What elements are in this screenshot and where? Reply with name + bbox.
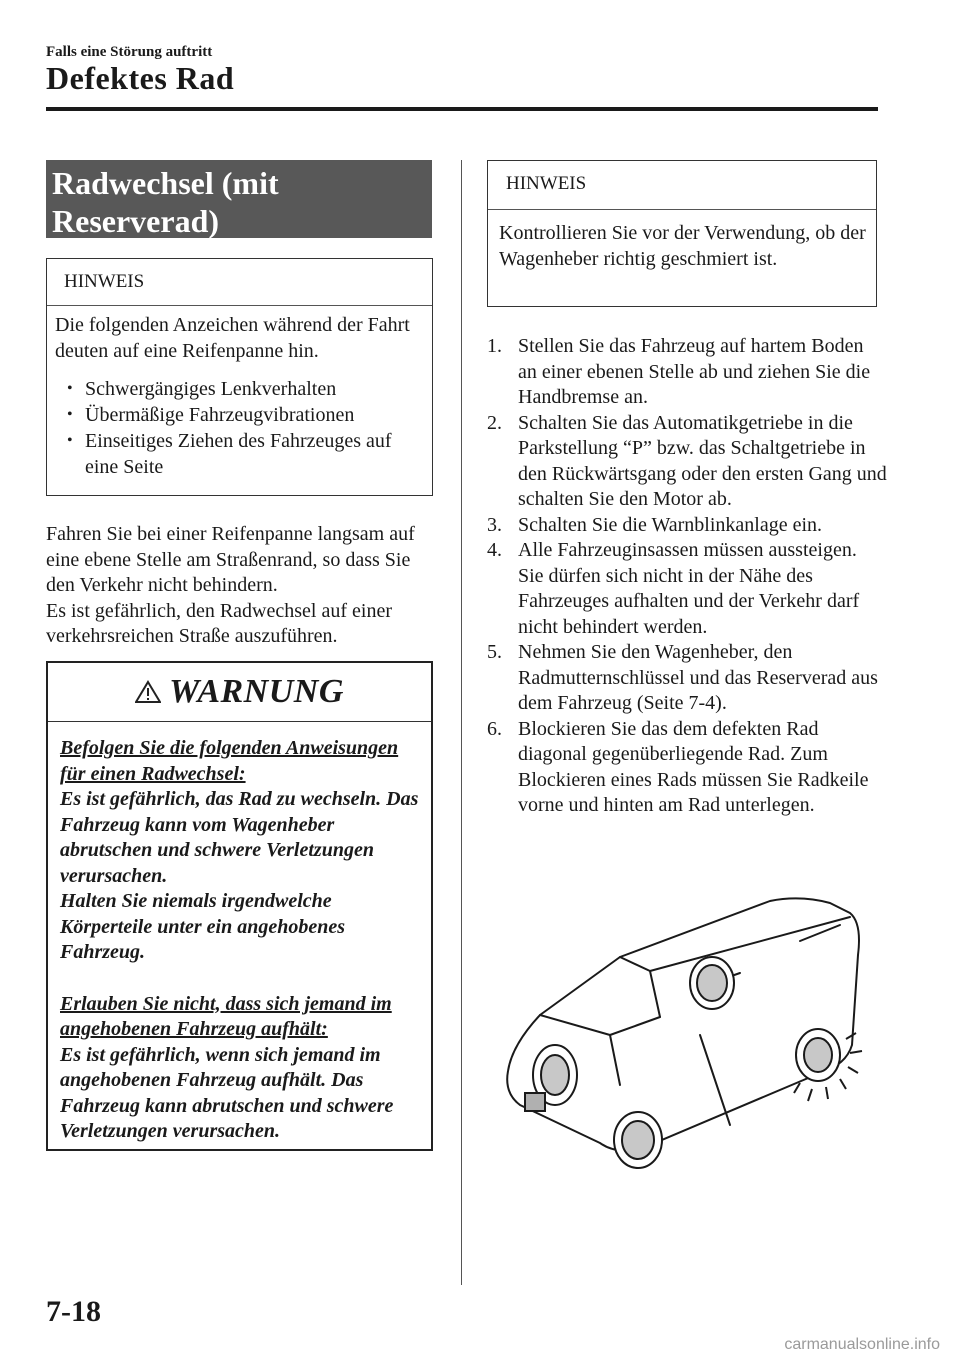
step-number: 5. xyxy=(487,641,502,663)
intro-paragraph-1: Fahren Sie bei einer Reifenpanne langsam auf eine ebene Stelle am Straßenrand, so dass Sie den Verkehr nicht behindern. xyxy=(46,523,415,596)
warning-text-3: Es ist gefährlich, wenn sich jemand im angehobenen Fahrzeug aufhält. Das Fahrzeug kann abrutschen und schwere Verletzungen verursachen. xyxy=(60,1043,394,1142)
note-box-symptoms xyxy=(46,258,433,496)
step-number: 4. xyxy=(487,539,502,561)
step-text: Alle Fahrzeuginsassen müssen aussteigen. Sie dürfen sich nicht in der Nähe des Fahrzeuges aufhalten und der Verkehr darf nicht behindert werden. xyxy=(518,539,860,638)
warning-body xyxy=(48,722,431,1145)
warning-triangle-icon xyxy=(135,680,161,704)
procedure-steps xyxy=(487,334,887,819)
warning-title: WARNUNG xyxy=(169,673,344,710)
note-box-jack xyxy=(487,160,877,307)
note-heading: HINWEIS xyxy=(47,259,432,306)
note-heading: HINWEIS xyxy=(488,161,876,210)
symptom-list xyxy=(55,376,424,480)
vehicle-wheel-chock-illustration xyxy=(500,895,880,1175)
step-number: 1. xyxy=(487,335,502,357)
step-text: Stellen Sie das Fahrzeug auf hartem Boden an einer ebenen Stelle ab und ziehen Sie die Handbremse an. xyxy=(518,335,871,408)
intro-paragraph-2: Es ist gefährlich, den Radwechsel auf einer verkehrsreichen Straße auszuführen. xyxy=(46,599,392,647)
note-text: Die folgenden Anzeichen während der Fahrt deuten auf eine Reifenpanne hin. xyxy=(55,314,410,362)
step-text: Schalten Sie das Automatikgetriebe in die Parkstellung “P” bzw. das Schaltgetriebe in den Rückwärtsgang oder den ersten Gang und schalten Sie den Motor ab. xyxy=(518,411,887,510)
list-item: • Übermäßige Fahrzeugvibrationen xyxy=(55,402,424,428)
watermark: carmanualsonline.info xyxy=(784,1336,940,1353)
section-title-line1: Radwechsel (mit xyxy=(52,165,279,201)
step-number: 2. xyxy=(487,411,502,434)
step-number: 3. xyxy=(487,513,502,536)
warning-header xyxy=(48,663,431,722)
list-item xyxy=(487,640,887,717)
warning-text-1: Es ist gefährlich, das Rad zu wechseln. Das Fahrzeug kann vom Wagenheber abrutschen und schwere Verletzungen verursachen. xyxy=(60,788,419,887)
list-item: • Einseitiges Ziehen des Fahrzeuges auf eine Seite xyxy=(55,428,424,480)
list-item: • Schwergängiges Lenkverhalten xyxy=(55,376,424,402)
rear-wheel xyxy=(690,957,734,1009)
step-text: Schalten Sie die Warnblinkanlage ein. xyxy=(518,513,823,536)
warning-box xyxy=(46,661,433,1151)
front-wheel xyxy=(614,1112,662,1168)
front-wheel-chocked xyxy=(525,1045,577,1111)
list-item xyxy=(487,334,887,411)
page-number: 7-18 xyxy=(46,1295,101,1328)
section-title-box xyxy=(46,160,432,238)
header-rule xyxy=(46,107,878,111)
list-item xyxy=(487,411,887,513)
chapter-label: Falls eine Störung auftritt xyxy=(46,44,213,60)
intro-text xyxy=(46,522,436,650)
note-body xyxy=(488,210,876,272)
list-item xyxy=(487,538,887,640)
warning-heading-1: Befolgen Sie die folgenden Anweisungen für einen Radwechsel: xyxy=(60,737,399,785)
list-item xyxy=(487,717,887,819)
warning-text-2: Halten Sie niemals irgendwelche Körperteile unter ein angehobenes Fahrzeug. xyxy=(60,890,346,963)
note-body xyxy=(47,306,432,480)
step-text: Blockieren Sie das dem defekten Rad diagonal gegenüberliegende Rad. Zum Blockieren eines Rads müssen Sie Radkeile vorne und hinten am Rad unterlegen. xyxy=(518,717,869,816)
step-number: 6. xyxy=(487,717,502,740)
note-text: Kontrollieren Sie vor der Verwendung, ob der Wagenheber richtig geschmiert ist. xyxy=(499,222,866,270)
page-title: Defektes Rad xyxy=(46,60,235,96)
step-text: Nehmen Sie den Wagenheber, den Radmutternschlüssel und das Reserverad aus dem Fahrzeug (Seite 7-4). xyxy=(518,641,878,714)
section-title-line2: Reserverad) xyxy=(52,203,220,239)
column-divider xyxy=(461,160,462,1285)
warning-heading-2: Erlauben Sie nicht, dass sich jemand im angehobenen Fahrzeug aufhält: xyxy=(60,992,392,1040)
list-item xyxy=(487,513,887,539)
